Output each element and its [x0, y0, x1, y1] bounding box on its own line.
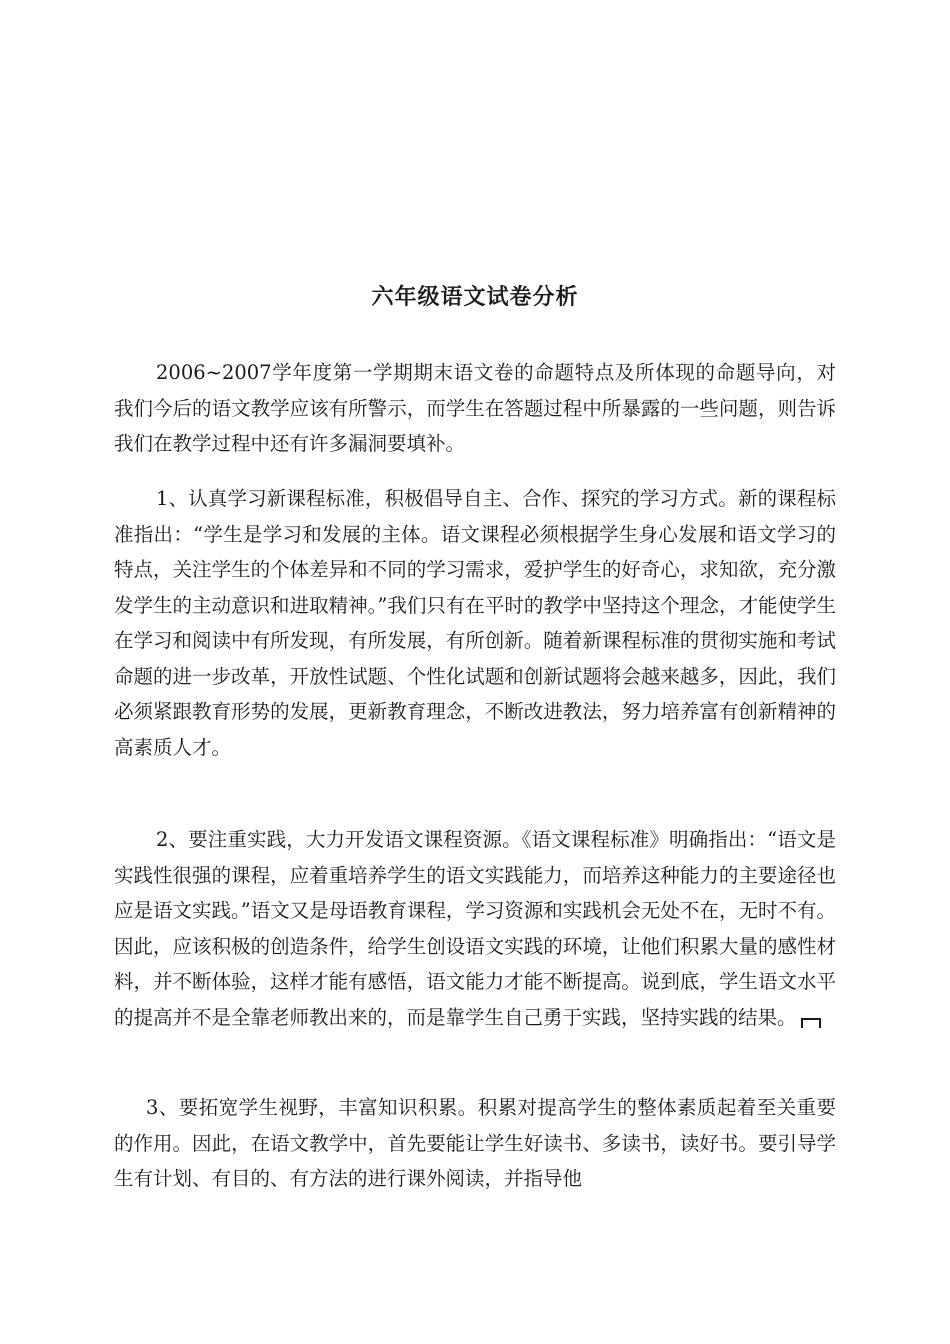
paragraph-intro — [114, 355, 836, 462]
bracket-mark-icon — [801, 1018, 821, 1028]
paragraph-one-text: 1、认真学习新课程标准，积极倡导自主、合作、探究的学习方式。新的课程标准指出：“学生是学习和发展的主体。语文课程必须根据学生身心发展和语文学习的特点，关注学生的个体差异和不同的学习需求，爱护学生的好奇心，求知欲，充分激发学生的主动意识和进取精神。”我们只有在平时的教学中坚持这个理念，才能使学生在学习和阅读中有所发现，有所发展，有所创新。随着新课程标准的贯彻实施和考试命题的进一步改革，开放性试题、个性化试题和创新试题将会越来越多，因此，我们必须紧跟教育形势的发展，更新教育理念，不断改进教法，努力培养富有创新精神的高素质人才。 — [114, 487, 836, 759]
paragraph-one — [114, 481, 836, 765]
paragraph-two — [114, 822, 836, 1035]
document-title: 六年级语文试卷分析 — [371, 284, 579, 310]
paragraph-three — [114, 1090, 836, 1197]
paragraph-two-text: 2、要注重实践，大力开发语文课程资源。《语文课程标准》明确指出：“语文是实践性很强的课程，应着重培养学生的语文实践能力，而培养这种能力的主要途径也应是语文实践。”语文又是母语教育课程，学习资源和实践机会无处不在，无时不有。因此，应该积极的创造条件，给学生创设语文实践的环境，让他们积累大量的感性材料，并不断体验，这样才能有感悟，语文能力才能不断提高。说到底，学生语文水平的提高并不是全靠老师教出来的，而是靠学生自己勇于实践，坚持实践的结果。 — [114, 828, 836, 1029]
paragraph-intro-text: 2006~2007学年度第一学期期末语文卷的命题特点及所体现的命题导向，对我们今后的语文教学应该有所警示，而学生在答题过程中所暴露的一些问题，则告诉我们在教学过程中还有许多漏洞要填补。 — [114, 361, 836, 455]
paragraph-three-text: 3、要拓宽学生视野，丰富知识积累。积累对提高学生的整体素质起着至关重要的作用。因此，在语文教学中，首先要能让学生好读书、多读书，读好书。要引导学生有计划、有目的、有方法的进行课外阅读，并指导他 — [114, 1096, 836, 1190]
